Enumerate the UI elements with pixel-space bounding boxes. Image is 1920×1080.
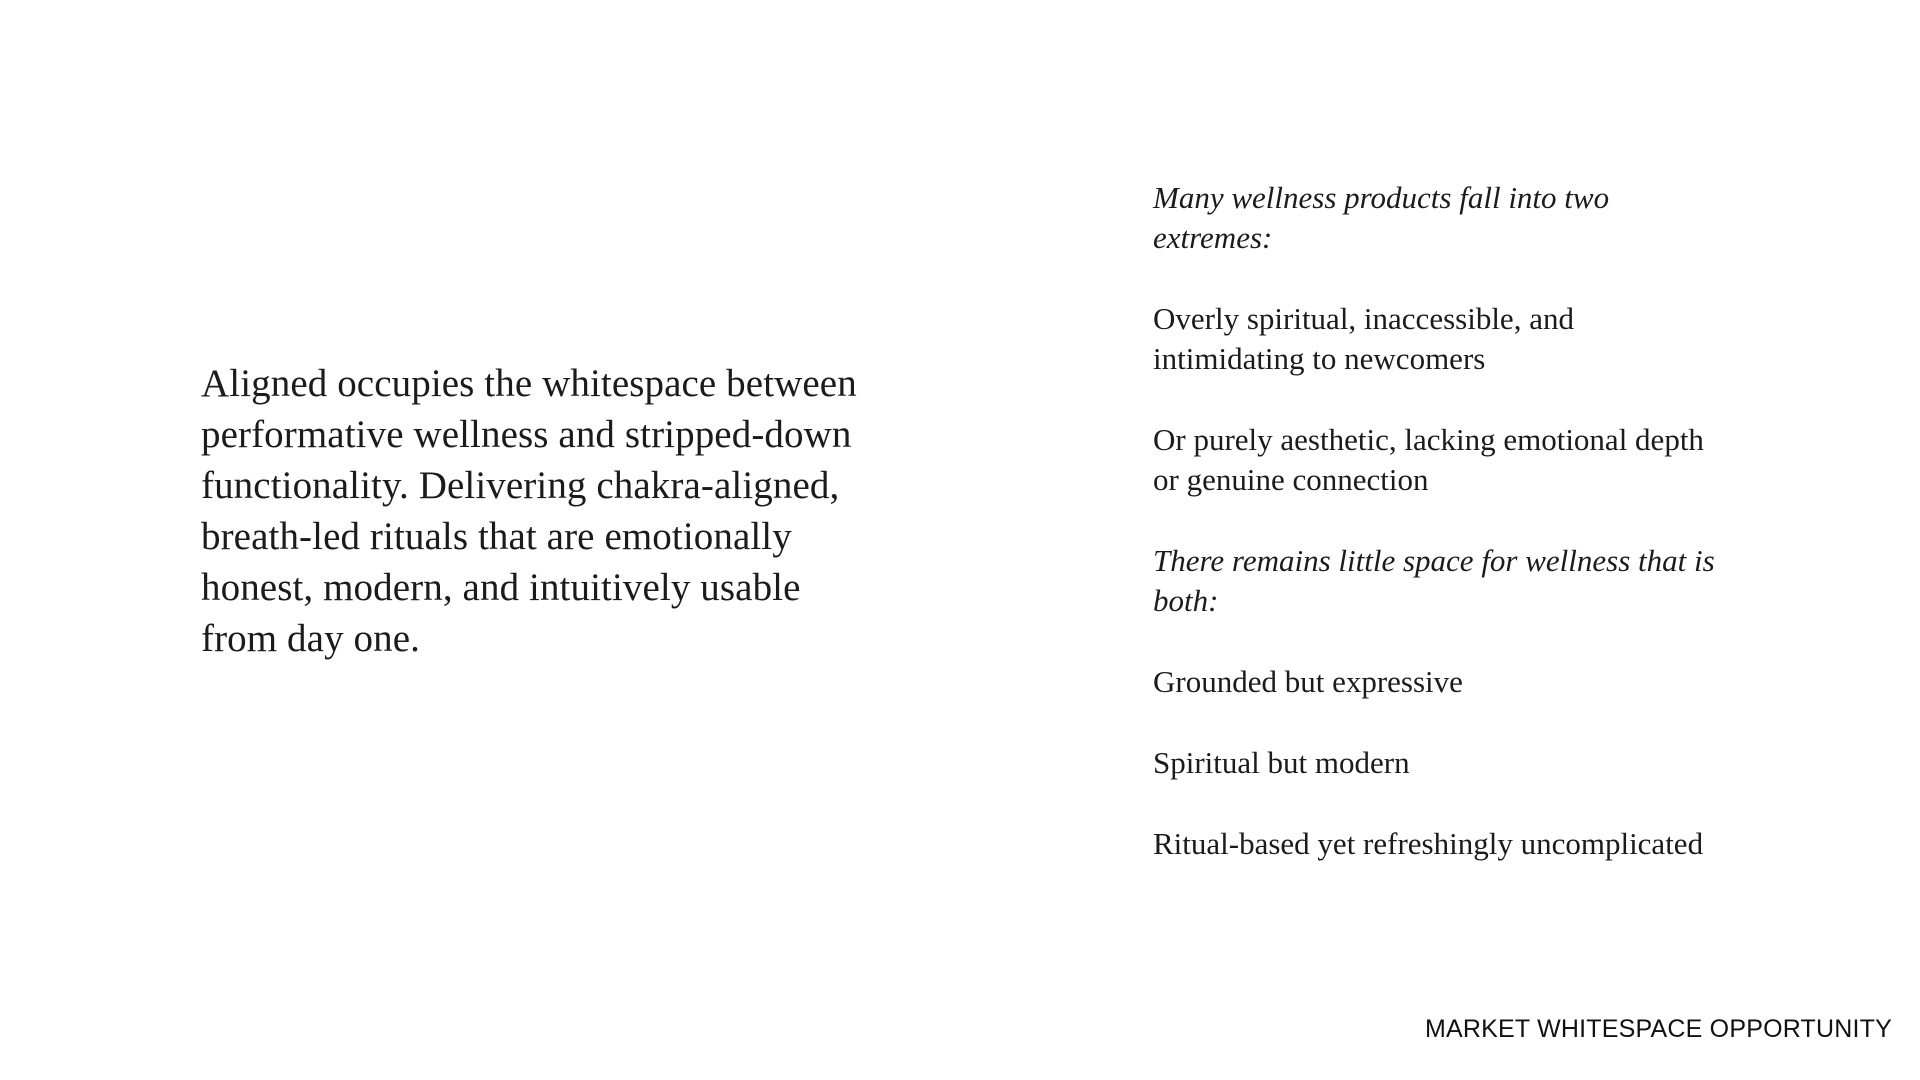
- section-label: MARKET WHITESPACE OPPORTUNITY: [1425, 1015, 1892, 1043]
- gap-intro: There remains little space for wellness that is both:: [1153, 543, 1715, 618]
- quality-spiritual: Spiritual but modern: [1153, 745, 1410, 780]
- extreme-spiritual: Overly spiritual, inaccessible, and intimidating to newcomers: [1153, 301, 1574, 376]
- positioning-statement: Aligned occupies the whitespace between performative wellness and stripped-down functionality. Delivering chakra-aligned, breath-led rituals that are emotionally honest, modern, and intuitively usable from day one.: [201, 362, 857, 660]
- extremes-intro: Many wellness products fall into two extremes:: [1153, 180, 1610, 255]
- extreme-aesthetic: Or purely aesthetic, lacking emotional depth or genuine connection: [1153, 422, 1704, 497]
- quality-ritual: Ritual-based yet refreshingly uncomplicated: [1153, 826, 1704, 861]
- quality-grounded: Grounded but expressive: [1153, 664, 1463, 699]
- market-analysis-column: [1153, 178, 1733, 905]
